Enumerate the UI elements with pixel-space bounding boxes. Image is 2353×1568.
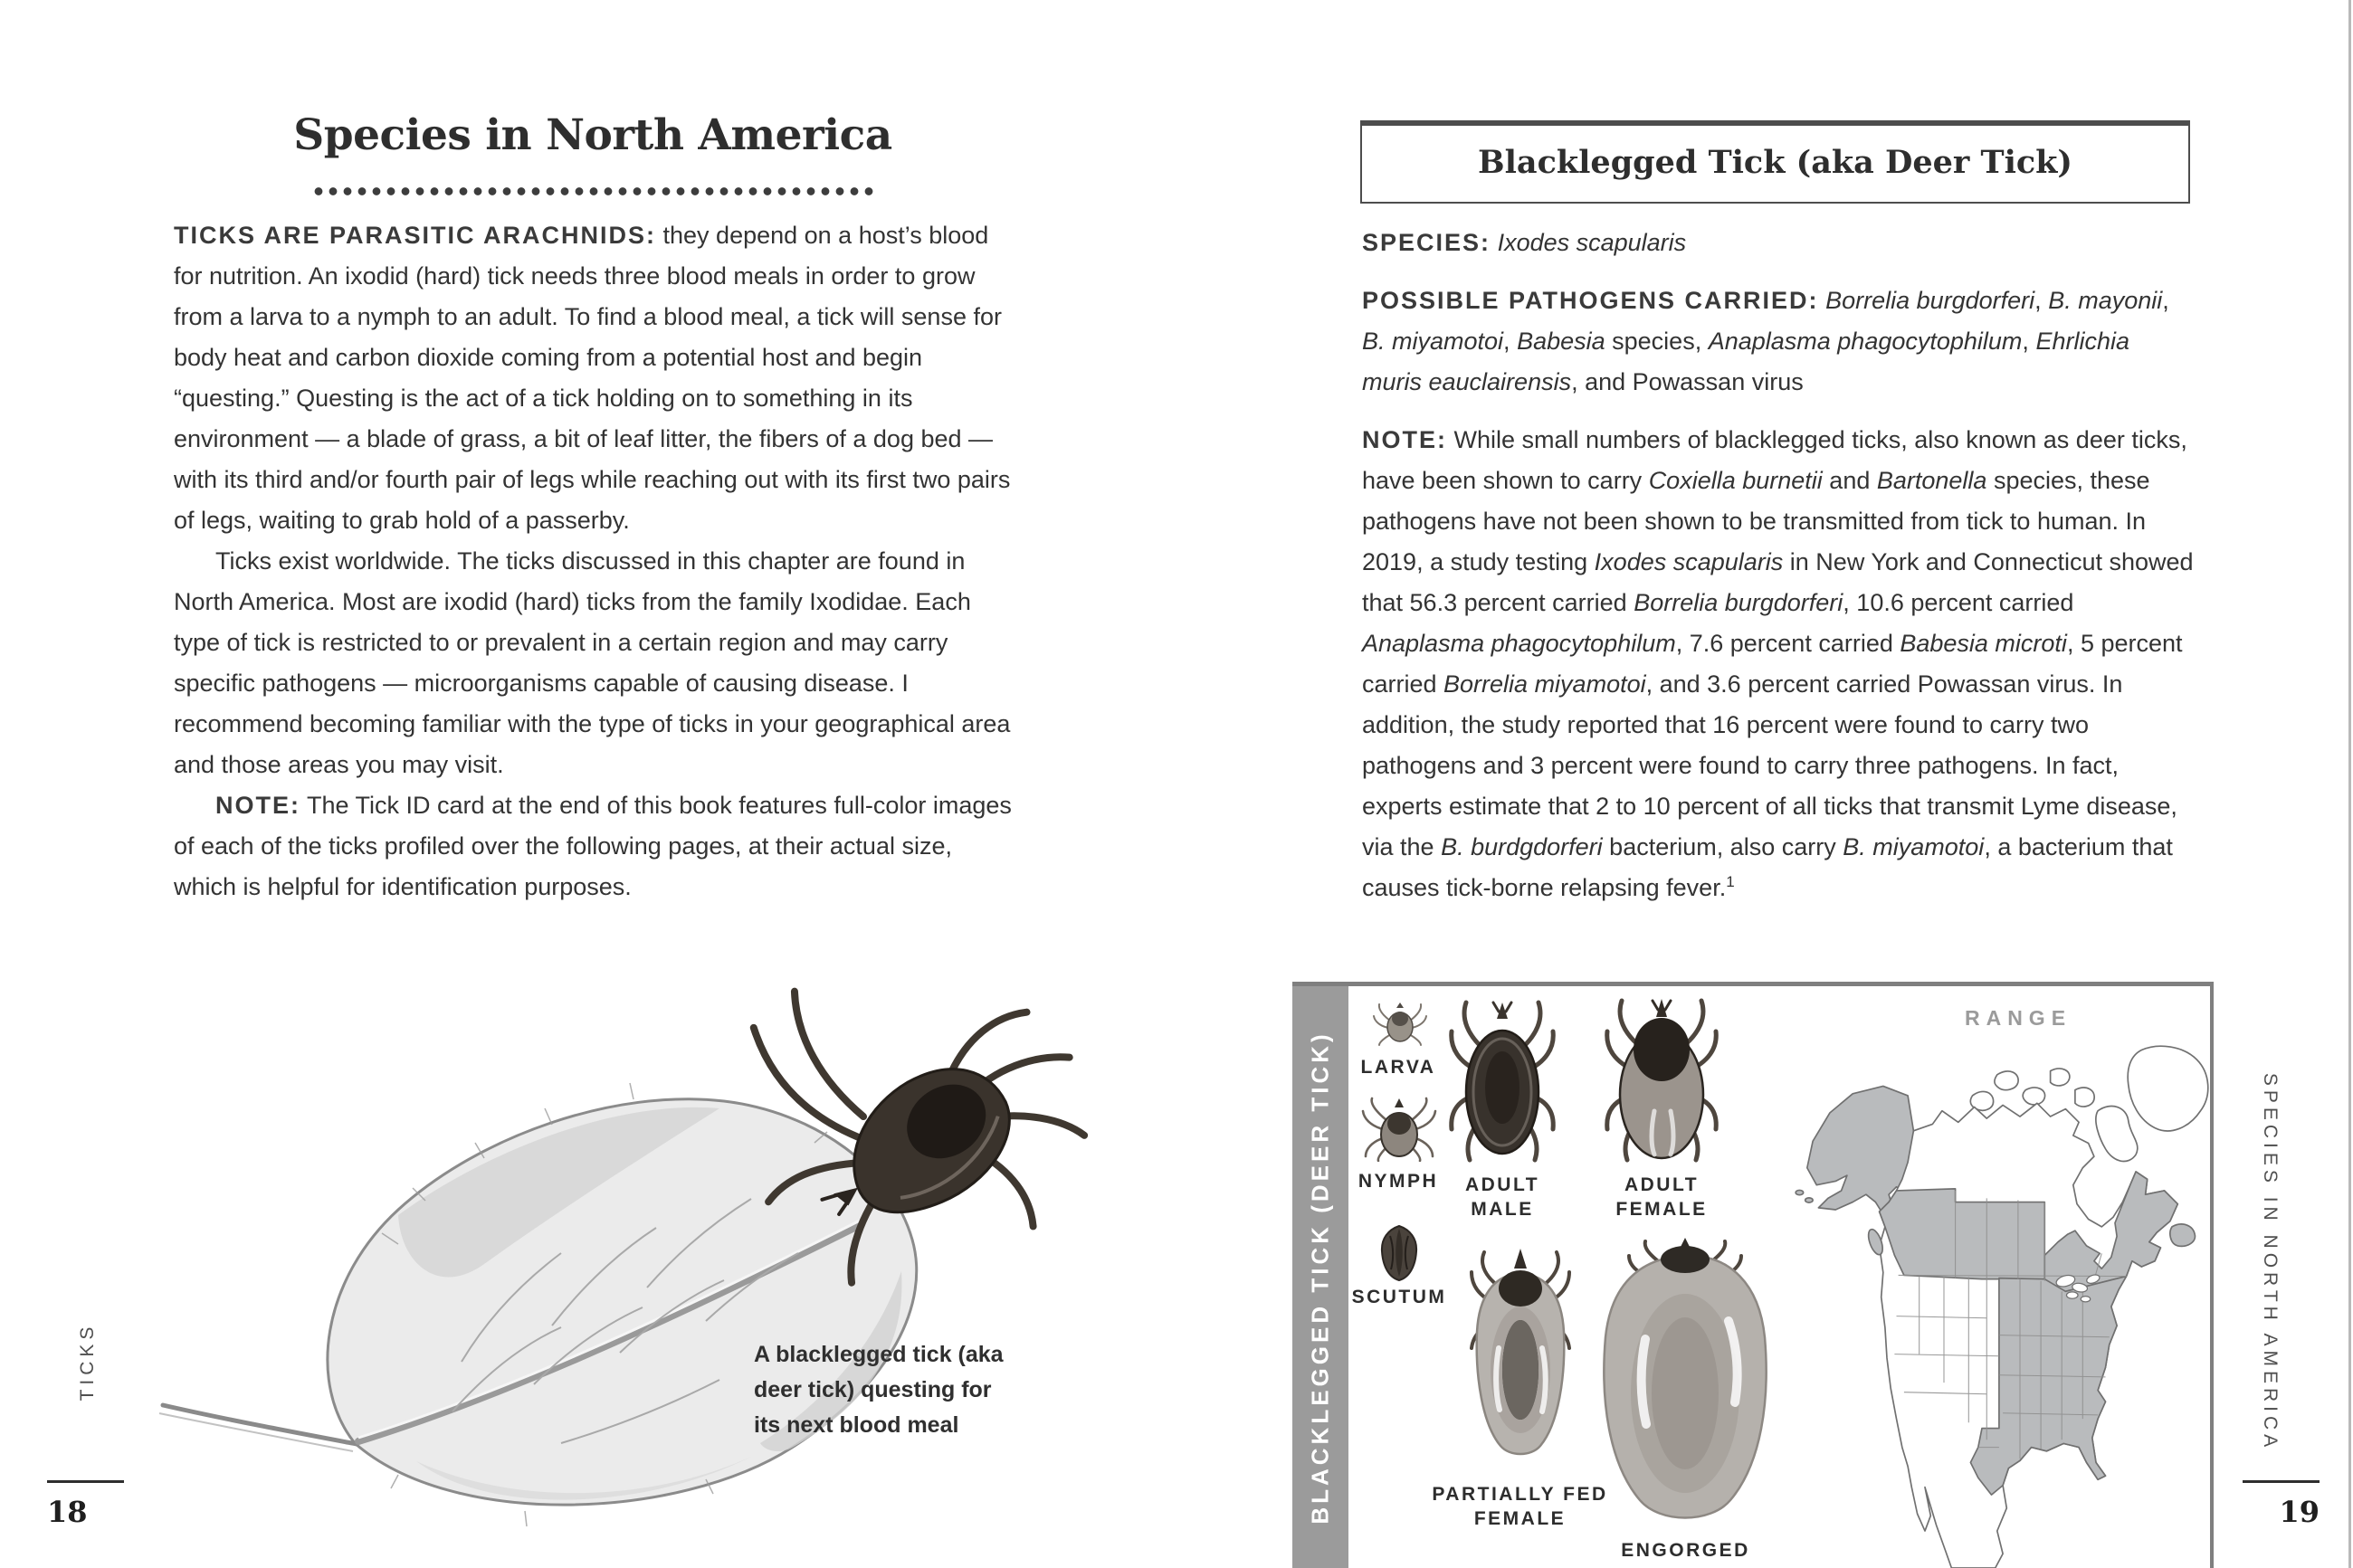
paragraph-intro: TICKS ARE PARASITIC ARACHNIDS: they depend on a host’s blood for nutrition. An ixodid (hard) tick needs three blood meals in order to grow from a larva to a nymph to an adult. To find a blood meal, a tick will sense for body heat and carbon dioxide coming from a potential host and begin “questing.” Questing is the act of a tick holding on to something in its environment — a blade of grass, a bit of leaf litter, the fibers of a dog bed — with its third and/or fourth pair of legs while reaching out with its first two pairs of legs, waiting to grab hold of a passerby. bbox=[174, 222, 1011, 534]
species-value: Ixodes scapularis bbox=[1497, 229, 1687, 256]
range-label: RANGE bbox=[1964, 1006, 2072, 1030]
illustration-caption: A blacklegged tick (aka deer tick) questing for its next blood meal bbox=[754, 1342, 1004, 1438]
partially-fed-female-label: PARTIALLY FED FEMALE bbox=[1432, 1484, 1608, 1529]
nymph-icon bbox=[1361, 1097, 1437, 1162]
paragraph-note: NOTE: The Tick ID card at the end of this book features full-color images of each of the ticks profiled over the following pages, at their actual size, which is helpful for identification purposes. bbox=[174, 792, 1012, 900]
left-body-text bbox=[174, 215, 1020, 908]
margin-label-species-in-north-america: SPECIES IN NORTH AMERICA bbox=[2260, 1072, 2281, 1452]
pathogens-list: Borrelia burgdorferi, B. mayonii, B. miyamotoi, Babesia species, Anaplasma phagocytophilum, Ehrlichia muris eauclairensis, and Powassan virus bbox=[1362, 287, 2169, 395]
page-title: Species in North America bbox=[293, 110, 892, 160]
paragraph-lead-in: TICKS ARE PARASITIC ARACHNIDS: bbox=[174, 222, 657, 249]
range-map bbox=[1792, 1041, 2210, 1568]
paragraph-worldwide: Ticks exist worldwide. The ticks discussed in this chapter are found in North America. Most are ixodid (hard) ticks from the family Ixodidae. Each type of tick is restricted to or prevalent in a certain region and may carry specific pathogens — microorganisms capable of causing disease. I recommend becoming familiar with the type of ticks in your geographical area and those areas you may visit. bbox=[174, 547, 1011, 778]
panel-side-label: BLACKLEGGED TICK (DEER TICK) bbox=[1306, 1030, 1334, 1525]
note-text: While small numbers of blacklegged ticks, also known as deer ticks, have been shown to carry Coxiella burnetii and Bartonella species, these pathogens have not been shown to be transmitted from tick to human. In 2019, a study testing Ixodes scapularis in New York and Connecticut showed that 56.3 percent carried Borrelia burgdorferi, 10.6 percent carried Anaplasma phagocytophilum, 7.6 percent carried Babesia microti, 5 percent carried Borrelia miyamotoi, and 3.6 percent carried Powassan virus. In addition, the study reported that 16 percent were found to carry two pathogens and 3 percent were found to carry three pathogens. In fact, experts estimate that 2 to 10 percent of all ticks that transmit Lyme disease, via the B. burdgdorferi bacterium, also carry B. miyamotoi, a bacterium that causes tick-borne relapsing fever.$^1$ bbox=[1362, 426, 2194, 901]
page-number-left: 18 bbox=[47, 1495, 88, 1529]
adult-female-icon bbox=[1598, 993, 1725, 1171]
larva-label: LARVA bbox=[1360, 1057, 1436, 1078]
adult-male-label: ADULT MALE bbox=[1464, 1174, 1540, 1220]
scutum-icon bbox=[1376, 1223, 1423, 1283]
engorged-label: ENGORGED bbox=[1621, 1540, 1750, 1561]
section-header-box bbox=[1360, 120, 2190, 204]
pathogens-label: POSSIBLE PATHOGENS CARRIED: bbox=[1362, 287, 1819, 314]
partially-fed-female-icon bbox=[1461, 1241, 1580, 1475]
scutum-label: SCUTUM bbox=[1351, 1287, 1447, 1307]
folio-rule-right bbox=[2243, 1480, 2320, 1483]
section-header-title: Blacklegged Tick (aka Deer Tick) bbox=[1478, 144, 2072, 181]
species-label: SPECIES: bbox=[1362, 229, 1491, 256]
note-label: NOTE: bbox=[1362, 426, 1447, 453]
page-edge-line bbox=[2348, 0, 2351, 1568]
larva-icon bbox=[1372, 1001, 1428, 1046]
pathogens-paragraph bbox=[1362, 280, 2195, 403]
folio-rule-left bbox=[47, 1480, 124, 1483]
questing-tick-on-leaf-illustration bbox=[127, 973, 1095, 1561]
page-number-right: 19 bbox=[2279, 1495, 2320, 1529]
adult-male-icon bbox=[1446, 997, 1558, 1167]
note-lead-in: NOTE: bbox=[215, 792, 300, 819]
species-line bbox=[1362, 223, 2195, 263]
adult-female-label: ADULT FEMALE bbox=[1615, 1174, 1708, 1220]
note-paragraph bbox=[1362, 420, 2196, 908]
title-dotted-rule bbox=[312, 186, 873, 196]
engorged-icon bbox=[1595, 1238, 1776, 1529]
nymph-label: NYMPH bbox=[1358, 1171, 1439, 1192]
margin-label-ticks: TICKS bbox=[77, 1322, 98, 1402]
